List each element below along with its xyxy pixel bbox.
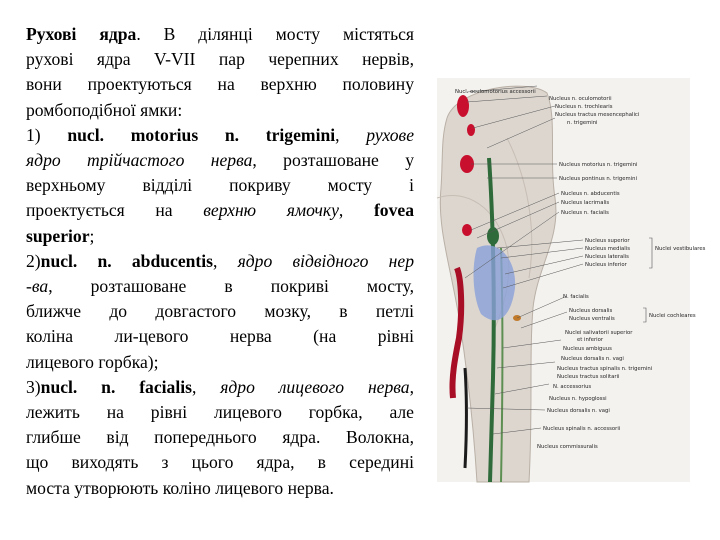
label-3: Nucleus tractus mesencephalici [555, 112, 640, 118]
green-nucleus [487, 227, 499, 245]
italic-term: рухове [366, 124, 415, 145]
label-22: Nucleus tractus solitarii [557, 374, 620, 380]
heading-term: Рухові ядра [26, 24, 137, 44]
anatomy-illustration [437, 78, 706, 482]
paragraph-line [26, 22, 414, 47]
brainstem-nuclei-figure [437, 78, 706, 482]
hypoglossal-nucleus [465, 368, 467, 468]
text-span: . В ділянці мосту містяться [136, 24, 414, 44]
label-17: Nuclei salivatorii superior [565, 330, 633, 336]
paragraph-line: ромбоподібної ямки: [26, 99, 183, 120]
label-19: Nucleus ambiguus [563, 346, 612, 352]
label-15: Nucleus dorsalis [569, 308, 613, 314]
text-span: проектується на [26, 200, 204, 221]
paragraph-line: лицевого горбка); [26, 351, 159, 372]
paragraph-line: верхньому відділі покриву мосту і [26, 175, 414, 196]
list-item-3 [26, 375, 414, 400]
label-27: Nucleus commissuralis [537, 444, 598, 450]
italic-term: верхню ямочку [203, 200, 339, 221]
paragraph-line: рухові ядра V-VII пар черепних нервів, [26, 49, 414, 70]
text-span: , [335, 124, 367, 145]
paragraph-line: моста утворюють коліно лицевого нерва. [26, 477, 334, 498]
paragraph-line: глибше від попереднього ядра. Волокна, [26, 427, 414, 448]
label-25: Nucleus dorsalis n. vagi [547, 408, 610, 414]
latin-term: fovea [373, 200, 414, 221]
latin-term: nucl. n. abducentis [40, 250, 214, 271]
italic-term: -ва [26, 276, 49, 297]
label-9: Nucleus n. facialis [561, 210, 609, 216]
list-item-1 [26, 123, 414, 148]
paragraph-line [26, 148, 414, 173]
text-column [26, 22, 414, 501]
paragraph-line [26, 274, 414, 299]
label-0: Nucl. oculomotorius accessorii [455, 89, 536, 95]
text-span: , [338, 200, 374, 221]
label-14: N. facialis [563, 294, 589, 300]
label-vestibular: Nuclei vestibulares [655, 246, 706, 252]
label-5: Nucleus motorius n. trigemini [559, 162, 638, 168]
label-21: Nucleus tractus spinalis n. trigemini [557, 366, 653, 372]
latin-term: nucl. n. facialis [40, 376, 192, 397]
label-26: Nucleus spinalis n. accessorii [543, 426, 621, 432]
list-number: 3) [26, 376, 41, 397]
text-span: , розташоване у [252, 150, 415, 171]
label-1: Nucleus n. oculomotorii [549, 96, 612, 102]
paragraph-line: ближче до довгастого мозку, в петлі [26, 301, 414, 322]
label-7: Nucleus n. abducentis [561, 191, 620, 197]
paragraph-line [26, 198, 414, 223]
list-item-2 [26, 249, 414, 274]
label-13: Nucleus inferior [585, 262, 627, 268]
label-cochlear: Nuclei cochleares [649, 313, 696, 319]
trochlear-nucleus [467, 124, 475, 136]
label-23: N. accessorius [553, 384, 592, 390]
italic-term: ядро лицевого нерва [220, 376, 410, 397]
cochlear-bracket [643, 308, 646, 322]
label-4: n. trigemini [567, 120, 598, 126]
list-number: 1) [26, 124, 68, 145]
label-8: Nucleus lacrimalis [561, 200, 610, 206]
text-span: ; [89, 225, 95, 246]
label-24: Nucleus n. hypoglossi [549, 396, 607, 402]
text-span: , розташоване в покриві мосту, [48, 276, 414, 297]
text-span: , [191, 376, 221, 397]
label-20: Nucleus dorsalis n. vagi [561, 356, 624, 362]
italic-term: ядро відвідного нер [237, 250, 414, 271]
oculomotor-nucleus [457, 95, 469, 117]
label-6: Nucleus pontinus n. trigemini [559, 176, 637, 182]
label-16: Nucleus ventralis [569, 316, 615, 322]
list-number: 2) [26, 250, 41, 271]
vestibular-bracket [649, 238, 652, 268]
label-12: Nucleus lateralis [585, 254, 629, 260]
paragraph-line: що виходять з цього ядра, в середині [26, 452, 414, 473]
paragraph-line [26, 224, 414, 249]
paragraph-line: вони проектуються на верхню половину [26, 74, 414, 95]
text-span: , [213, 250, 238, 271]
text-span: , [409, 376, 415, 397]
label-18: et inferior [577, 337, 604, 343]
label-11: Nucleus medialis [585, 246, 630, 252]
label-10: Nucleus superior [585, 238, 630, 244]
latin-term: superior [26, 225, 90, 246]
paragraph-line: коліна ли-цевого нерва (на рівні [26, 326, 414, 347]
label-2: Nucleus n. trochlearis [555, 104, 613, 110]
paragraph-line: лежить на рівні лицевого горбка, але [26, 402, 414, 423]
italic-term: ядро трійчастого нерва [26, 150, 253, 171]
abducens-nucleus [462, 224, 472, 236]
latin-term: nucl. motorius n. trigemini [67, 124, 336, 145]
